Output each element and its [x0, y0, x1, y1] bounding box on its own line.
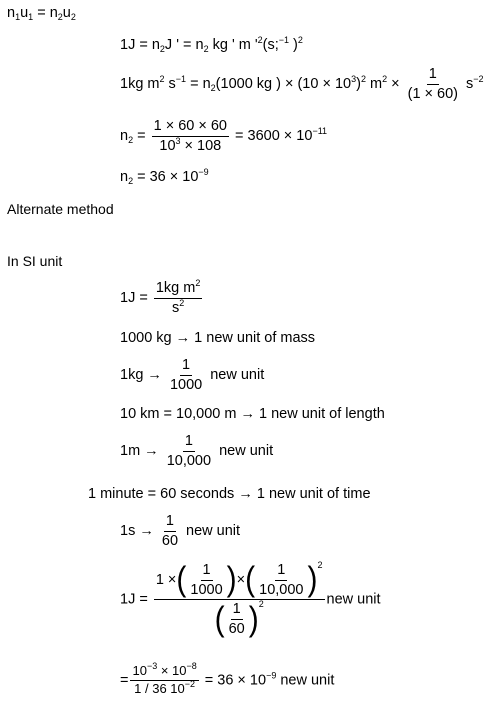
fraction: $\frac{1}{1000}$ [169, 357, 203, 393]
equation-n2-result: $n_2 = 36 \times 10^{-9}$ [120, 167, 209, 186]
equation-joule-si: 1J = $\frac{1kg m^2}{s^2}$ [120, 278, 201, 316]
statement-time-unit: 1 minute = 60 seconds → 1 new unit of time [88, 486, 371, 502]
fraction: $\frac{1}{60}$ [161, 513, 179, 549]
equation-joule-substitution: $1J = n_2J$ ' = $n_2$ kg ' m '$^2(s;^{-1}$ )$^2$ [120, 35, 303, 54]
equation-final-result: = $\frac{10^{-3} \times 10^{-8}}{1 / 36 10^{-2}}$ = $36 \times 10^{-9}$ new unit [120, 661, 335, 696]
statement-mass-unit: 1000 kg → 1 new unit of mass [120, 330, 316, 346]
equation-n1u1-n2u2: $n_1u_1 = n_2u_2$ [7, 5, 76, 22]
statement-length-unit: 10 km = 10,000 m → 1 new unit of length [120, 406, 385, 422]
fraction: $\frac{1}{10,000}$ [166, 433, 212, 469]
equation-s-new-unit: 1s → $\frac{1}{60}$ new unit [120, 513, 241, 549]
equation-n2-fraction: $n_2$ = $\frac{1 \times 60 \times 60}{10^3 \times 108}$ = $3600 \times 10^{-11}$ [120, 118, 328, 154]
heading-alternate-method: Alternate method [7, 201, 114, 217]
fraction: $\frac{1}{(1 \times 60)}$ [407, 66, 458, 102]
fraction: $\frac{1kg m^2}{s^2}$ [155, 278, 201, 316]
equation-joule-new-unit: 1J = 1 × ( $\frac{1}{1000}$ ) × ( $\frac{1}{10,000}$ ) 2 ( $\frac{1}{60}$ ) 2 new unit [120, 560, 381, 638]
equation-kg-new-unit: 1kg → $\frac{1}{1000}$ new unit [120, 357, 265, 393]
equation-kg-m2-s: 1kg $m^2$ $s^{-1} = n_2(1000$ kg ) × $(10 \times 10^3)^2$ $m^2$ × $\frac{1}{(1 \times 60)}$ $s^{-2}$ [120, 66, 484, 102]
fraction: $\frac{10^{-3} \times 10^{-8}}{1 / 36 10^{-2}}$ [132, 661, 197, 696]
fraction: $\frac{1 \times 60 \times 60}{10^3 \times 108}$ [153, 118, 227, 154]
heading-si-unit: In SI unit [7, 253, 63, 269]
equation-m-new-unit: 1m → $\frac{1}{10,000}$ new unit [120, 433, 274, 469]
compound-fraction: 1 × ( $\frac{1}{1000}$ ) × ( $\frac{1}{10,000}$ ) 2 ( $\frac{1}{60}$ ) 2 [155, 560, 323, 638]
